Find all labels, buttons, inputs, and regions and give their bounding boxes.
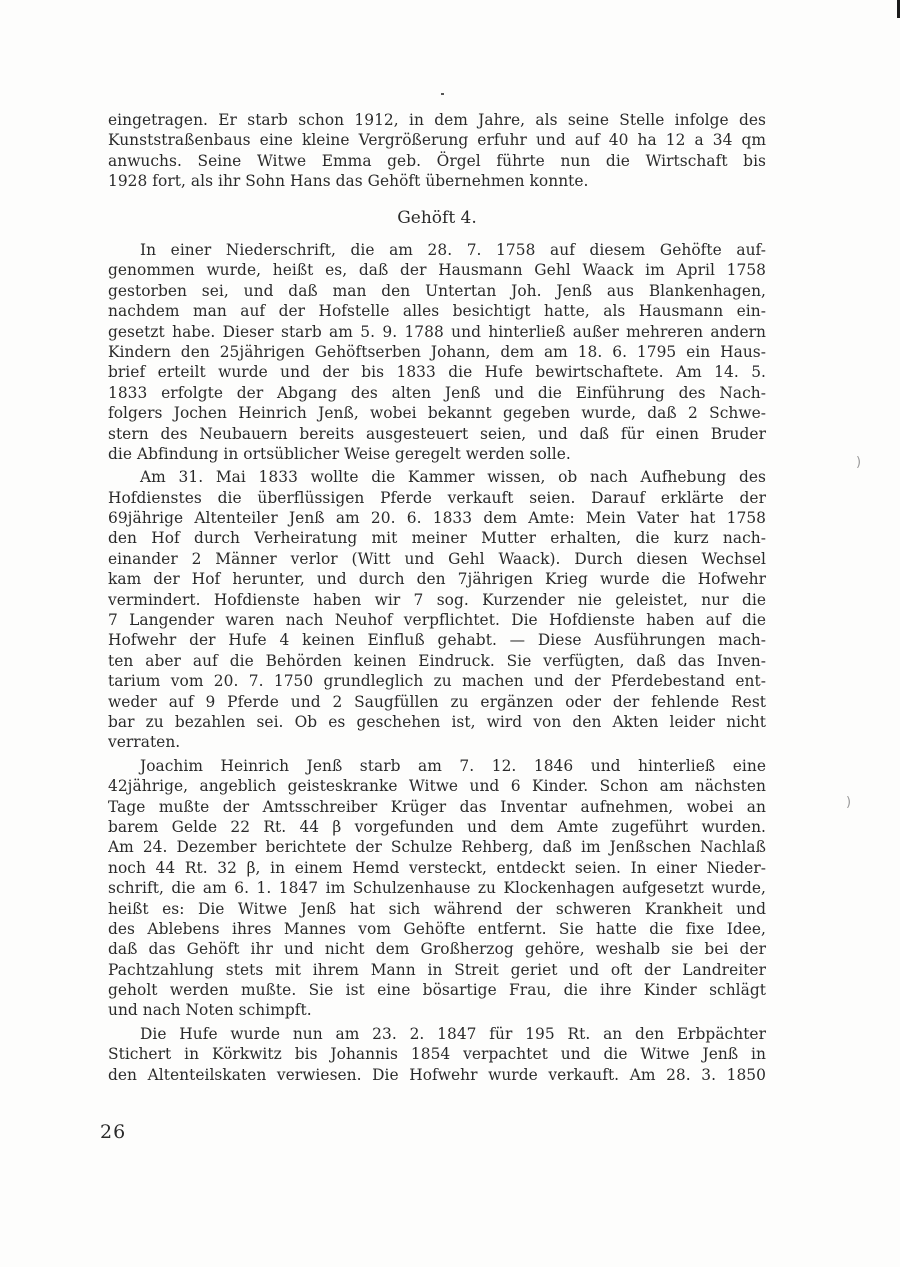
section-heading: Gehöft 4. [397,208,477,228]
text-line: verraten. [108,733,181,752]
text-line: des Ablebens ihres Mannes vom Gehöfte entfernt. Sie hatte die fixe Idee, [108,919,766,938]
text-line: tarium vom 20. 7. 1750 grundleglich zu machen und der Pferdebestand ent- [108,672,766,691]
scan-speck [441,93,444,95]
text-line: 7 Langender waren nach Neuhof verpflichtet. Die Hofdienste haben auf die [108,611,766,630]
paragraph-1 [108,240,766,464]
text-line: geholt werden mußte. Sie ist eine bösartige Frau, die ihre Kinder schlägt [108,981,766,1000]
page-number: 26 [100,1121,127,1143]
text-line: stern des Neubauern bereits ausgesteuert seien, und daß für einen Bruder [108,424,766,443]
text-line: brief erteilt wurde und der bis 1833 die Hufe bewirtschaftete. Am 14. 5. [108,363,766,382]
text-line: Die Hufe wurde nun am 23. 2. 1847 für 195 Rt. an den Erbpächter [140,1024,766,1043]
text-line: den Altenteilskaten verwiesen. Die Hofwehr wurde verkauft. Am 28. 3. 1850 [108,1065,766,1084]
text-line: Tage mußte der Amtsschreiber Krüger das Inventar aufnehmen, wobei an [108,797,766,816]
text-line: weder auf 9 Pferde und 2 Saugfüllen zu ergänzen oder der fehlende Rest [108,692,766,711]
text-line: 1928 fort, als ihr Sohn Hans das Gehöft übernehmen konnte. [108,172,589,191]
text-line: Pachtzahlung stets mit ihrem Mann in Streit geriet und oft der Landreiter [108,960,766,979]
intro-paragraph [108,110,766,192]
text-line: eingetragen. Er starb schon 1912, in dem Jahre, als seine Stelle infolge des [108,111,766,129]
text-line: Kindern den 25jährigen Gehöftserben Johann, dem am 18. 6. 1795 ein Haus- [108,342,766,361]
text-line: die Abfindung in ortsüblicher Weise geregelt werden solle. [108,444,571,463]
text-line: ten aber auf die Behörden keinen Eindruck. Sie verfügten, daß das Inven- [108,651,766,670]
text-line: genommen wurde, heißt es, daß der Hausmann Gehl Waack im April 1758 [108,261,766,280]
section-body [108,240,766,1085]
text-line: folgers Jochen Heinrich Jenß, wobei bekannt gegeben wurde, daß 2 Schwe- [108,404,766,423]
text-line: anwuchs. Seine Witwe Emma geb. Örgel führte nun die Wirtschaft bis [108,151,766,170]
text-line: Joachim Heinrich Jenß starb am 7. 12. 1846 und hinterließ eine [140,756,766,775]
paragraph-3 [108,756,766,1021]
text-line: den Hof durch Verheiratung mit meiner Mutter erhalten, die kurz nach- [108,529,766,548]
text-line: Kunststraßenbaus eine kleine Vergrößerung erfuhr und auf 40 ha 12 a 34 qm [108,131,766,150]
margin-pencil-mark: ) [846,795,852,810]
text-line: Hofwehr der Hufe 4 keinen Einfluß gehabt. — Diese Ausführungen mach- [108,631,766,650]
text-line: Stichert in Körkwitz bis Johannis 1854 verpachtet und die Witwe Jenß in [108,1045,766,1064]
text-line: gesetzt habe. Dieser starb am 5. 9. 1788 und hinterließ außer mehreren andern [108,322,766,341]
text-line: vermindert. Hofdienste haben wir 7 sog. Kurzender nie geleistet, nur die [108,590,766,609]
text-line: noch 44 Rt. 32 β, in einem Hemd versteckt, entdeckt seien. In einer Nieder- [108,858,766,877]
text-line: schrift, die am 6. 1. 1847 im Schulzenhause zu Klockenhagen aufgesetzt wurde, [108,879,766,898]
text-line: einander 2 Männer verlor (Witt und Gehl Waack). Durch diesen Wechsel [108,549,766,568]
text-line: barem Gelde 22 Rt. 44 β vorgefunden und dem Amte zugeführt wurden. [108,817,766,836]
text-line: nachdem man auf der Hofstelle alles besichtigt hatte, als Hausmann ein- [108,302,766,321]
text-line: 1833 erfolgte der Abgang des alten Jenß und die Einführung des Nach- [108,383,766,402]
paragraph-4 [108,1024,766,1085]
text-line: daß das Gehöft ihr und nicht dem Großherzog gehöre, weshalb sie bei der [108,940,766,959]
text-line: 69jährige Altenteiler Jenß am 20. 6. 1833 dem Amte: Mein Vater hat 1758 [108,509,766,528]
text-line: kam der Hof herunter, und durch den 7jährigen Krieg wurde die Hofwehr [108,570,766,589]
text-line: 42jährige, angeblich geisteskranke Witwe und 6 Kinder. Schon am nächsten [108,777,766,796]
text-line: bar zu bezahlen sei. Ob es geschehen ist, wird von den Akten leider nicht [108,712,766,731]
paragraph-2 [108,467,766,752]
text-line: gestorben sei, und daß man den Untertan Joh. Jenß aus Blankenhagen, [108,281,766,300]
text-line: und nach Noten schimpft. [108,1001,312,1020]
text-line: Am 31. Mai 1833 wollte die Kammer wissen, ob nach Aufhebung des [140,468,766,487]
text-line: Am 24. Dezember berichtete der Schulze Rehberg, daß im Jenßschen Nachlaß [108,838,766,857]
margin-pencil-mark: ) [856,455,862,470]
text-line: heißt es: Die Witwe Jenß hat sich während der schweren Krankheit und [108,899,766,918]
text-line: Hofdienstes die überflüssigen Pferde verkauft seien. Darauf erklärte der [108,488,766,507]
text-line: In einer Niederschrift, die am 28. 7. 1758 auf diesem Gehöfte auf- [140,241,766,259]
